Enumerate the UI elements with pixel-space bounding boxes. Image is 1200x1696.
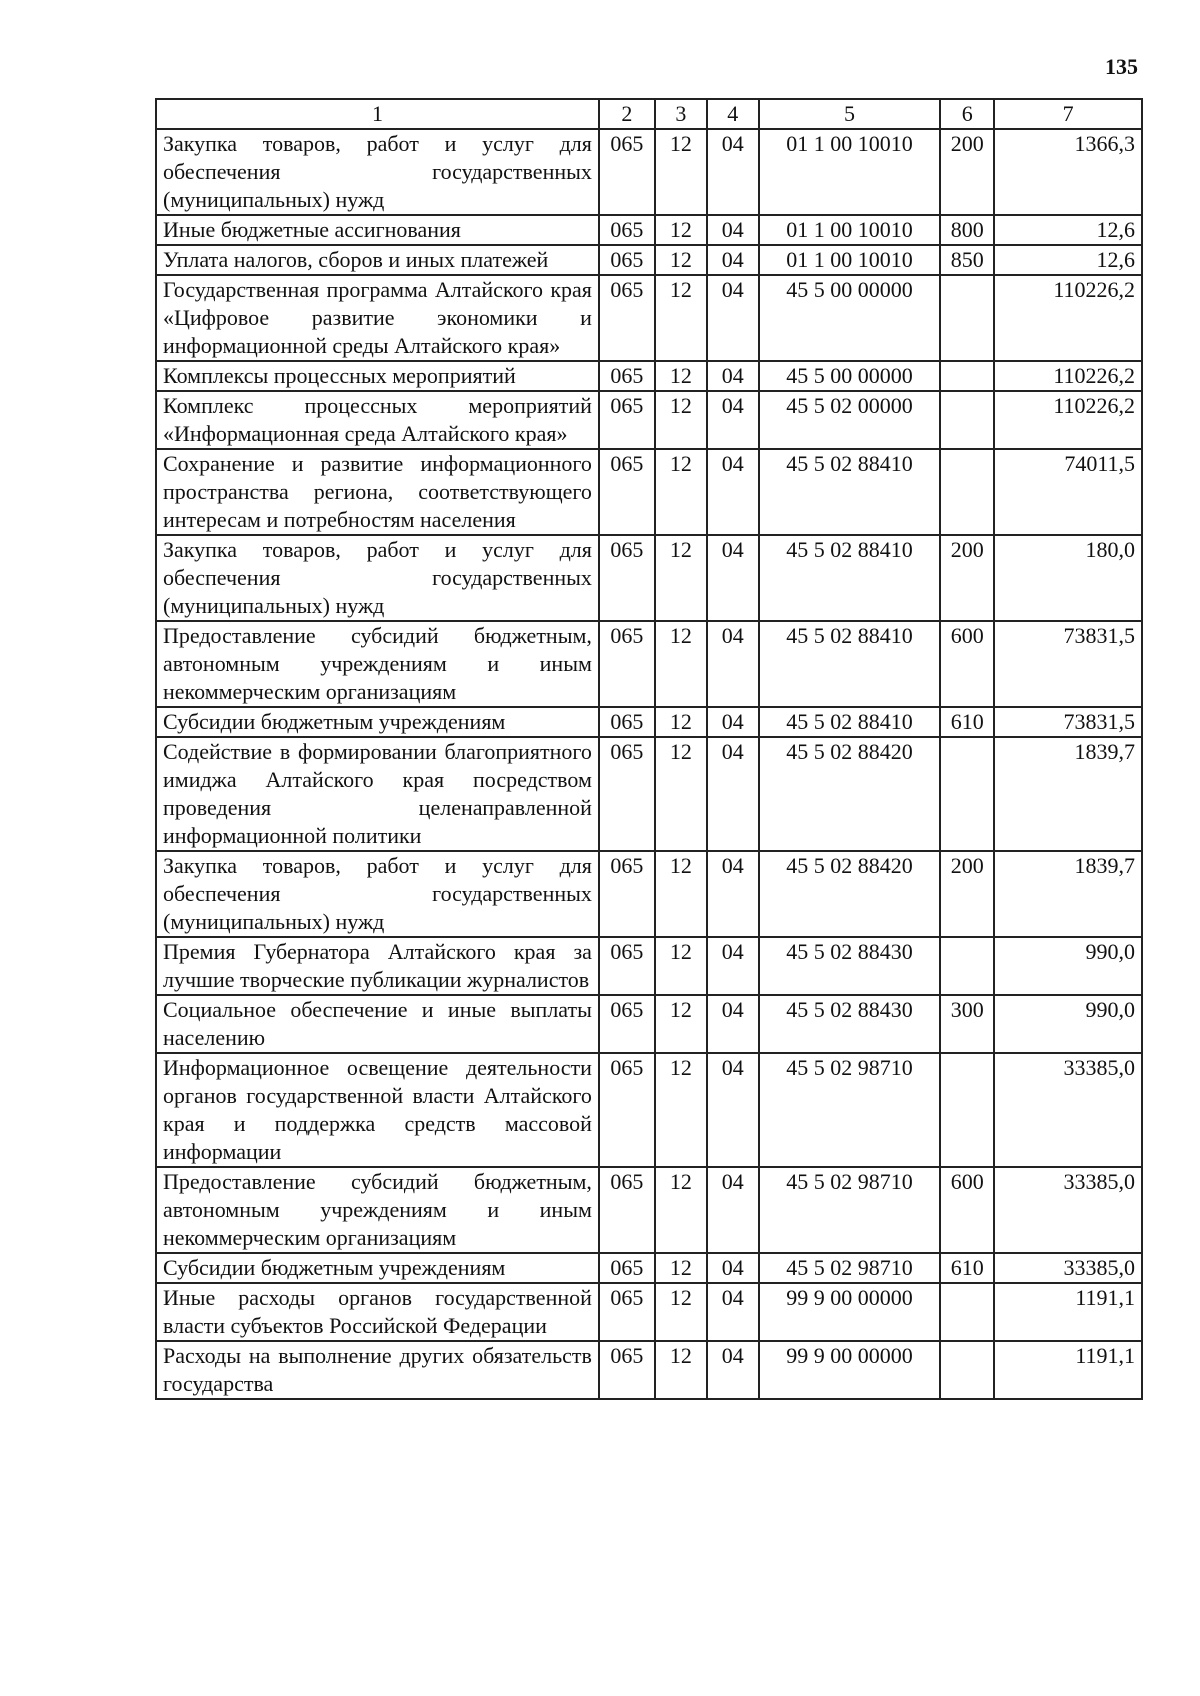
subsection-code-cell: 04 bbox=[707, 737, 759, 851]
section-code-cell: 12 bbox=[655, 1167, 707, 1253]
row-name-cell: Информационное освещение деятельности органов государственной власти Алтайского края и поддержка средств массовой информации bbox=[156, 1053, 599, 1167]
subsection-code-cell: 04 bbox=[707, 361, 759, 391]
admin-code-cell: 065 bbox=[599, 1253, 655, 1283]
table-row bbox=[156, 851, 1142, 937]
subsection-code-cell: 04 bbox=[707, 621, 759, 707]
expense-type-cell: 610 bbox=[940, 707, 994, 737]
row-name-cell: Предоставление субсидий бюджетным, автономным учреждениям и иным некоммерческим организациям bbox=[156, 621, 599, 707]
target-article-cell: 99 9 00 00000 bbox=[759, 1341, 941, 1399]
target-article-cell: 45 5 02 00000 bbox=[759, 391, 941, 449]
subsection-code-cell: 04 bbox=[707, 1283, 759, 1341]
expense-type-cell bbox=[940, 1283, 994, 1341]
amount-cell: 990,0 bbox=[994, 995, 1142, 1053]
expense-type-cell: 800 bbox=[940, 215, 994, 245]
target-article-cell: 45 5 02 98710 bbox=[759, 1053, 941, 1167]
subsection-code-cell: 04 bbox=[707, 995, 759, 1053]
section-code-cell: 12 bbox=[655, 851, 707, 937]
section-code-cell: 12 bbox=[655, 707, 707, 737]
target-article-cell: 01 1 00 10010 bbox=[759, 245, 941, 275]
expense-type-cell bbox=[940, 361, 994, 391]
admin-code-cell: 065 bbox=[599, 707, 655, 737]
amount-cell: 73831,5 bbox=[994, 621, 1142, 707]
subsection-code-cell: 04 bbox=[707, 707, 759, 737]
table-row bbox=[156, 1283, 1142, 1341]
section-code-cell: 12 bbox=[655, 275, 707, 361]
row-name-cell: Государственная программа Алтайского края «Цифровое развитие экономики и информационной среды Алтайского края» bbox=[156, 275, 599, 361]
row-name-cell: Закупка товаров, работ и услуг для обеспечения государственных (муниципальных) нужд bbox=[156, 129, 599, 215]
page-number: 135 bbox=[1105, 54, 1138, 79]
expense-type-cell: 610 bbox=[940, 1253, 994, 1283]
target-article-cell: 01 1 00 10010 bbox=[759, 129, 941, 215]
subsection-code-cell: 04 bbox=[707, 851, 759, 937]
admin-code-cell: 065 bbox=[599, 535, 655, 621]
section-code-cell: 12 bbox=[655, 1341, 707, 1399]
row-name-cell: Субсидии бюджетным учреждениям bbox=[156, 1253, 599, 1283]
table-row bbox=[156, 1167, 1142, 1253]
column-header: 7 bbox=[994, 99, 1142, 129]
row-name-cell: Премия Губернатора Алтайского края за лучшие творческие публикации журналистов bbox=[156, 937, 599, 995]
table-row bbox=[156, 215, 1142, 245]
target-article-cell: 45 5 02 88430 bbox=[759, 937, 941, 995]
admin-code-cell: 065 bbox=[599, 449, 655, 535]
subsection-code-cell: 04 bbox=[707, 275, 759, 361]
expense-type-cell bbox=[940, 275, 994, 361]
section-code-cell: 12 bbox=[655, 215, 707, 245]
row-name-cell: Предоставление субсидий бюджетным, автономным учреждениям и иным некоммерческим организациям bbox=[156, 1167, 599, 1253]
target-article-cell: 99 9 00 00000 bbox=[759, 1283, 941, 1341]
section-code-cell: 12 bbox=[655, 937, 707, 995]
subsection-code-cell: 04 bbox=[707, 535, 759, 621]
amount-cell: 1191,1 bbox=[994, 1283, 1142, 1341]
subsection-code-cell: 04 bbox=[707, 1253, 759, 1283]
section-code-cell: 12 bbox=[655, 129, 707, 215]
amount-cell: 1839,7 bbox=[994, 737, 1142, 851]
target-article-cell: 45 5 02 88420 bbox=[759, 737, 941, 851]
subsection-code-cell: 04 bbox=[707, 449, 759, 535]
expense-type-cell bbox=[940, 391, 994, 449]
table-row bbox=[156, 1341, 1142, 1399]
row-name-cell: Социальное обеспечение и иные выплаты населению bbox=[156, 995, 599, 1053]
expense-type-cell: 850 bbox=[940, 245, 994, 275]
table-row bbox=[156, 707, 1142, 737]
section-code-cell: 12 bbox=[655, 391, 707, 449]
subsection-code-cell: 04 bbox=[707, 1341, 759, 1399]
row-name-cell: Содействие в формировании благоприятного имиджа Алтайского края посредством проведения целенаправленной информационной политики bbox=[156, 737, 599, 851]
row-name-cell: Комплексы процессных мероприятий bbox=[156, 361, 599, 391]
amount-cell: 1366,3 bbox=[994, 129, 1142, 215]
amount-cell: 33385,0 bbox=[994, 1053, 1142, 1167]
expense-type-cell: 200 bbox=[940, 129, 994, 215]
admin-code-cell: 065 bbox=[599, 245, 655, 275]
column-header: 6 bbox=[940, 99, 994, 129]
amount-cell: 110226,2 bbox=[994, 391, 1142, 449]
admin-code-cell: 065 bbox=[599, 621, 655, 707]
target-article-cell: 45 5 02 88410 bbox=[759, 621, 941, 707]
amount-cell: 73831,5 bbox=[994, 707, 1142, 737]
expense-type-cell: 200 bbox=[940, 851, 994, 937]
row-name-cell: Закупка товаров, работ и услуг для обеспечения государственных (муниципальных) нужд bbox=[156, 851, 599, 937]
expense-type-cell: 600 bbox=[940, 1167, 994, 1253]
admin-code-cell: 065 bbox=[599, 1341, 655, 1399]
section-code-cell: 12 bbox=[655, 621, 707, 707]
column-header: 1 bbox=[156, 99, 599, 129]
amount-cell: 33385,0 bbox=[994, 1253, 1142, 1283]
target-article-cell: 45 5 02 88420 bbox=[759, 851, 941, 937]
admin-code-cell: 065 bbox=[599, 275, 655, 361]
target-article-cell: 45 5 02 98710 bbox=[759, 1253, 941, 1283]
amount-cell: 110226,2 bbox=[994, 361, 1142, 391]
table-row bbox=[156, 245, 1142, 275]
target-article-cell: 01 1 00 10010 bbox=[759, 215, 941, 245]
admin-code-cell: 065 bbox=[599, 937, 655, 995]
section-code-cell: 12 bbox=[655, 449, 707, 535]
row-name-cell: Комплекс процессных мероприятий «Информационная среда Алтайского края» bbox=[156, 391, 599, 449]
admin-code-cell: 065 bbox=[599, 737, 655, 851]
subsection-code-cell: 04 bbox=[707, 937, 759, 995]
expense-type-cell bbox=[940, 1341, 994, 1399]
amount-cell: 1839,7 bbox=[994, 851, 1142, 937]
table-row bbox=[156, 275, 1142, 361]
amount-cell: 12,6 bbox=[994, 215, 1142, 245]
section-code-cell: 12 bbox=[655, 535, 707, 621]
row-name-cell: Закупка товаров, работ и услуг для обеспечения государственных (муниципальных) нужд bbox=[156, 535, 599, 621]
admin-code-cell: 065 bbox=[599, 129, 655, 215]
table-row bbox=[156, 621, 1142, 707]
target-article-cell: 45 5 00 00000 bbox=[759, 275, 941, 361]
row-name-cell: Уплата налогов, сборов и иных платежей bbox=[156, 245, 599, 275]
row-name-cell: Иные расходы органов государственной власти субъектов Российской Федерации bbox=[156, 1283, 599, 1341]
admin-code-cell: 065 bbox=[599, 215, 655, 245]
subsection-code-cell: 04 bbox=[707, 1053, 759, 1167]
table-row bbox=[156, 449, 1142, 535]
subsection-code-cell: 04 bbox=[707, 391, 759, 449]
expense-type-cell: 600 bbox=[940, 621, 994, 707]
amount-cell: 33385,0 bbox=[994, 1167, 1142, 1253]
amount-cell: 1191,1 bbox=[994, 1341, 1142, 1399]
table-row bbox=[156, 129, 1142, 215]
admin-code-cell: 065 bbox=[599, 1053, 655, 1167]
subsection-code-cell: 04 bbox=[707, 129, 759, 215]
row-name-cell: Иные бюджетные ассигнования bbox=[156, 215, 599, 245]
amount-cell: 12,6 bbox=[994, 245, 1142, 275]
subsection-code-cell: 04 bbox=[707, 215, 759, 245]
section-code-cell: 12 bbox=[655, 995, 707, 1053]
admin-code-cell: 065 bbox=[599, 995, 655, 1053]
target-article-cell: 45 5 02 88410 bbox=[759, 449, 941, 535]
admin-code-cell: 065 bbox=[599, 1167, 655, 1253]
expense-type-cell bbox=[940, 449, 994, 535]
row-name-cell: Расходы на выполнение других обязательств государства bbox=[156, 1341, 599, 1399]
expense-type-cell bbox=[940, 937, 994, 995]
table-row bbox=[156, 937, 1142, 995]
header-row bbox=[156, 99, 1142, 129]
admin-code-cell: 065 bbox=[599, 391, 655, 449]
budget-table bbox=[155, 98, 1143, 1400]
column-header: 3 bbox=[655, 99, 707, 129]
section-code-cell: 12 bbox=[655, 1053, 707, 1167]
row-name-cell: Сохранение и развитие информационного пространства региона, соответствующего интересам и потребностям населения bbox=[156, 449, 599, 535]
column-header: 5 bbox=[759, 99, 941, 129]
amount-cell: 110226,2 bbox=[994, 275, 1142, 361]
amount-cell: 74011,5 bbox=[994, 449, 1142, 535]
subsection-code-cell: 04 bbox=[707, 245, 759, 275]
target-article-cell: 45 5 02 88430 bbox=[759, 995, 941, 1053]
admin-code-cell: 065 bbox=[599, 1283, 655, 1341]
table-row bbox=[156, 737, 1142, 851]
table-row bbox=[156, 1253, 1142, 1283]
amount-cell: 990,0 bbox=[994, 937, 1142, 995]
admin-code-cell: 065 bbox=[599, 361, 655, 391]
section-code-cell: 12 bbox=[655, 361, 707, 391]
subsection-code-cell: 04 bbox=[707, 1167, 759, 1253]
target-article-cell: 45 5 02 88410 bbox=[759, 707, 941, 737]
target-article-cell: 45 5 00 00000 bbox=[759, 361, 941, 391]
column-header: 2 bbox=[599, 99, 655, 129]
admin-code-cell: 065 bbox=[599, 851, 655, 937]
section-code-cell: 12 bbox=[655, 1283, 707, 1341]
target-article-cell: 45 5 02 88410 bbox=[759, 535, 941, 621]
expense-type-cell: 300 bbox=[940, 995, 994, 1053]
column-header: 4 bbox=[707, 99, 759, 129]
table-row bbox=[156, 361, 1142, 391]
table-row bbox=[156, 995, 1142, 1053]
section-code-cell: 12 bbox=[655, 737, 707, 851]
row-name-cell: Субсидии бюджетным учреждениям bbox=[156, 707, 599, 737]
expense-type-cell bbox=[940, 1053, 994, 1167]
target-article-cell: 45 5 02 98710 bbox=[759, 1167, 941, 1253]
section-code-cell: 12 bbox=[655, 245, 707, 275]
table-row bbox=[156, 535, 1142, 621]
expense-type-cell: 200 bbox=[940, 535, 994, 621]
amount-cell: 180,0 bbox=[994, 535, 1142, 621]
table-row bbox=[156, 1053, 1142, 1167]
table-row bbox=[156, 391, 1142, 449]
section-code-cell: 12 bbox=[655, 1253, 707, 1283]
expense-type-cell bbox=[940, 737, 994, 851]
